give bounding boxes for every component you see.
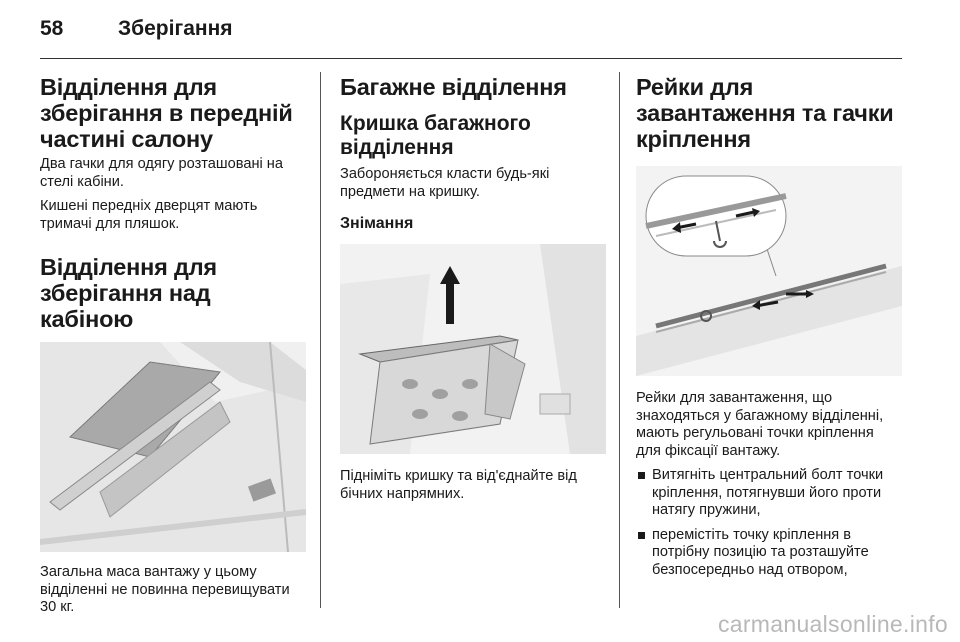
heading-overhead-storage: Відділення для зберігання над кабіною bbox=[40, 254, 217, 332]
column-divider-left bbox=[320, 72, 321, 608]
column-luggage bbox=[340, 74, 606, 510]
heading-front-storage: Відділення для зберігання в передній частині салону bbox=[40, 74, 293, 152]
text-door-pockets: Кишені передніх дверцят мають тримачі для пляшок. bbox=[40, 198, 258, 232]
text-rails-description: Рейки для завантаження, що знаходяться у багажному відділенні, мають регульовані точки кріплення для фіксації вантажу. bbox=[636, 390, 884, 459]
text-coat-hooks: Два гачки для одягу розташовані на стелі кабіни. bbox=[40, 156, 283, 190]
list-item: перемістіть точку кріплення в потрібну позицію та розташуйте безпосередньо над отвором, bbox=[636, 527, 902, 580]
column-load-rails bbox=[636, 74, 902, 586]
column-divider-right bbox=[619, 72, 620, 608]
instruction-list bbox=[636, 467, 902, 579]
heading-cover: Кришка багажного відділення bbox=[340, 112, 531, 159]
load-rails-illustration bbox=[636, 166, 902, 376]
bullet-square-icon bbox=[638, 532, 645, 539]
cover-removal-illustration bbox=[340, 244, 606, 454]
bullet-square-icon bbox=[638, 472, 645, 479]
heading-removal: Знімання bbox=[340, 215, 414, 232]
header-rule bbox=[40, 58, 902, 59]
page-header bbox=[0, 0, 960, 60]
text-load-limit: Загальна маса вантажу у цьому відділенні не повинна перевищувати 30 кг. bbox=[40, 564, 290, 615]
column-front-storage bbox=[40, 74, 308, 624]
page-number: 58 bbox=[40, 17, 64, 40]
text-cover-warning: Забороняється класти будь-які предмети на кришку. bbox=[340, 166, 550, 200]
section-title: Зберігання bbox=[118, 17, 233, 40]
text-removal-instruction: Підніміть кришку та від'єднайте від бічних напрямних. bbox=[340, 468, 577, 502]
heading-load-rails: Рейки для завантаження та гачки кріплення bbox=[636, 74, 894, 152]
overhead-storage-illustration bbox=[40, 342, 306, 552]
watermark: carmanualsonline.info bbox=[717, 611, 948, 637]
heading-luggage-compartment: Багажне відділення bbox=[340, 74, 567, 100]
list-item: Витягніть центральний болт точки кріплення, потягнувши його проти натягу пружини, bbox=[636, 467, 902, 520]
